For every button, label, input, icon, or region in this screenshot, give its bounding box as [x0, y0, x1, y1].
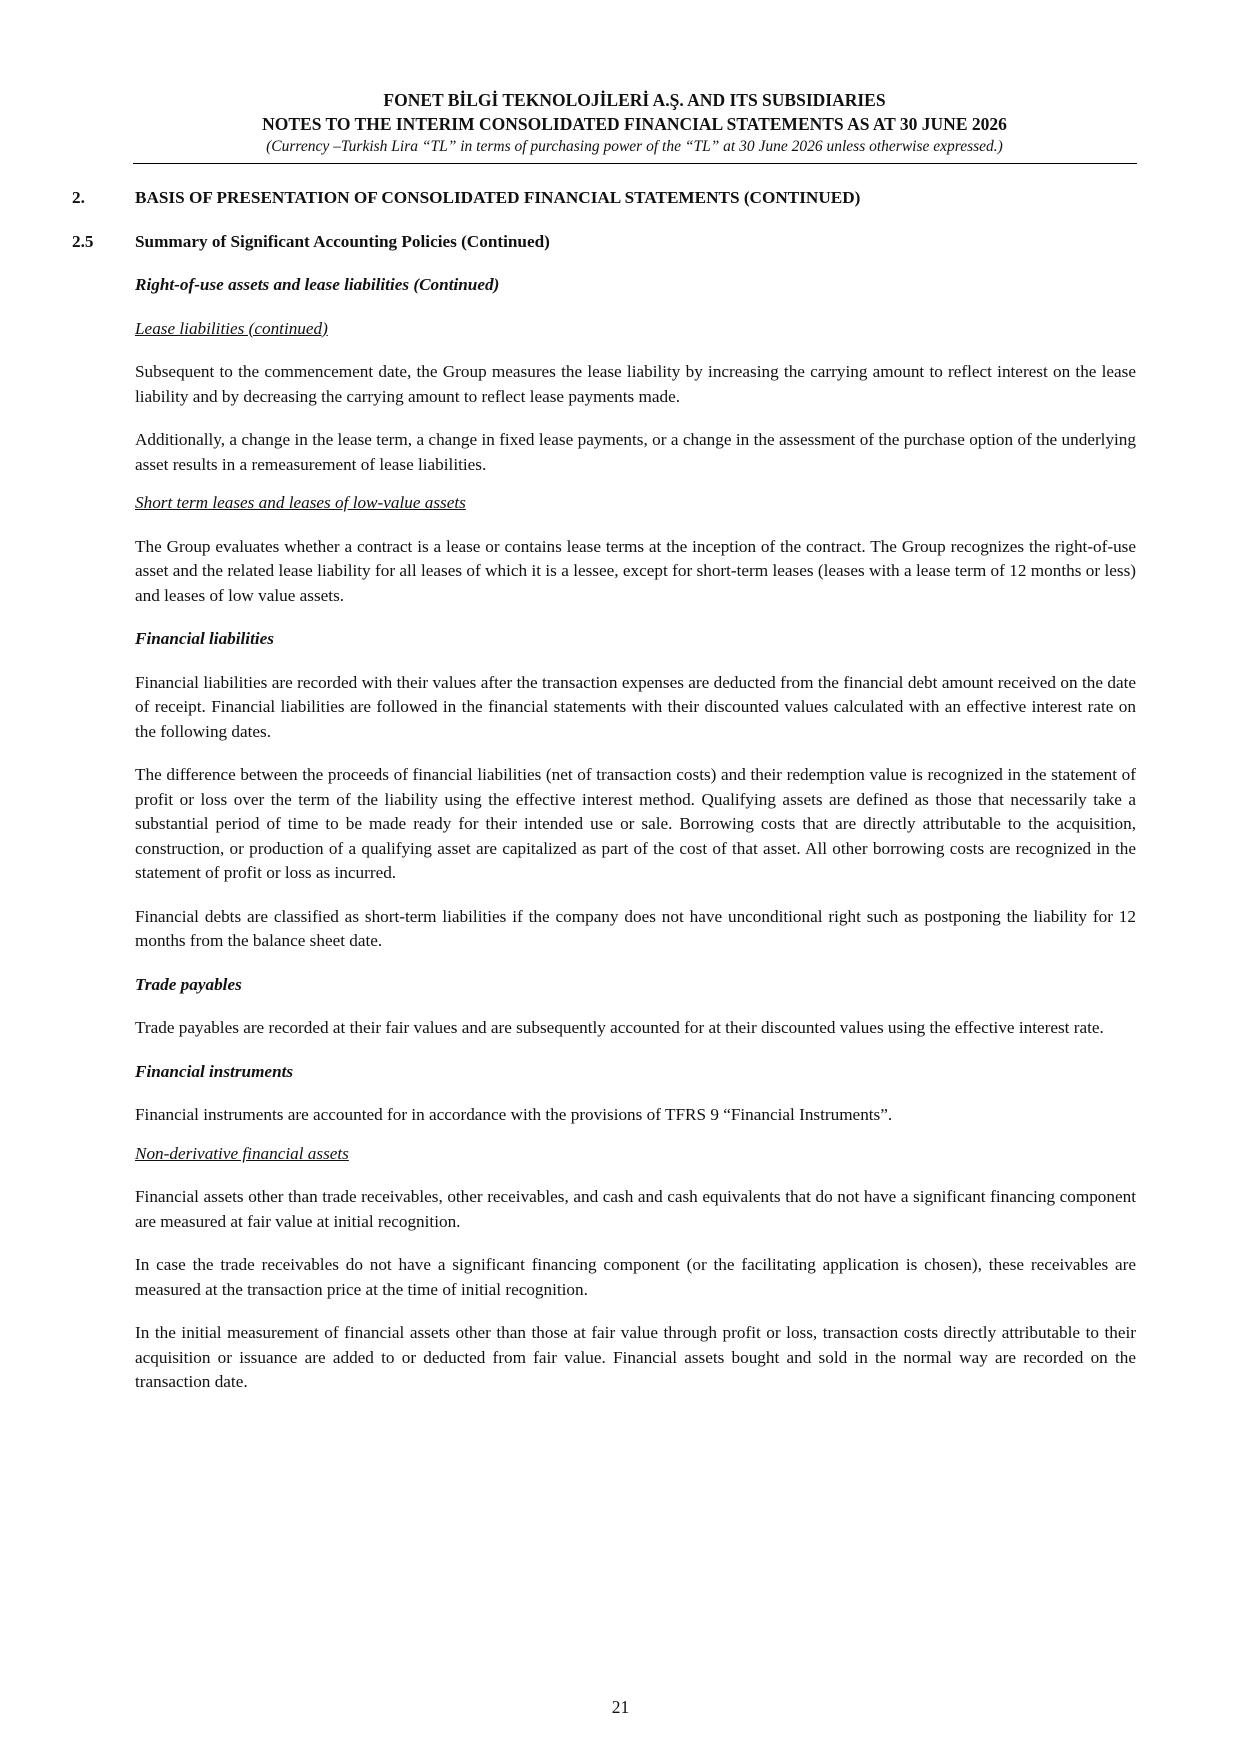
paragraph-11: In the initial measurement of financial assets other than those at fair value through profit or loss, transaction costs directly attributable to their acquisition or issuance are added to or deducted from fair value. Financial assets bought and sold in the normal way are recorded on the transaction date. [135, 1323, 1136, 1391]
page-header [133, 88, 1136, 158]
paragraph-5: The difference between the proceeds of financial liabilities (net of transaction costs) and their redemption value is recognized in the statement of profit or loss over the term of the liability using the effective interest method. Qualifying assets are defined as those that necessarily take a substantial period of time to be made ready for their intended use or sale. Borrowing costs that are directly attributable to the acquisition, construction, or production of a qualifying asset are capitalized as part of the cost of that asset. All other borrowing costs are recognized in the statement of profit or loss as incurred. [135, 765, 1136, 882]
trade-payables-heading: Trade payables [135, 974, 242, 994]
subsection-title: Summary of Significant Accounting Policies (Continued) [135, 231, 550, 251]
section-number: 2. [72, 188, 85, 207]
currency-note: (Currency –Turkish Lira “TL” in terms of purchasing power of the “TL” at 30 June 2026 unless otherwise expressed.) [266, 138, 1003, 155]
company-name: FONET BİLGİ TEKNOLOJİLERİ A.Ş. AND ITS SUBSIDIARIES [383, 90, 886, 110]
paragraph-6: Financial debts are classified as short-term liabilities if the company does not have unconditional right such as postponing the liability for 12 months from the balance sheet date. [135, 906, 1136, 950]
document-title: NOTES TO THE INTERIM CONSOLIDATED FINANCIAL STATEMENTS AS AT 30 JUNE 2026 [262, 114, 1007, 134]
paragraph-7: Trade payables are recorded at their fair values and are subsequently accounted for at their discounted values using the effective interest rate. [135, 1018, 1104, 1037]
non-derivative-heading: Non-derivative financial assets [135, 1143, 349, 1163]
section-title: BASIS OF PRESENTATION OF CONSOLIDATED FINANCIAL STATEMENTS (CONTINUED) [135, 188, 861, 207]
financial-instruments-heading: Financial instruments [135, 1061, 294, 1081]
subsection-number: 2.5 [72, 231, 94, 251]
paragraph-1: Subsequent to the commencement date, the Group measures the lease liability by increasing the carrying amount to reflect interest on the lease liability and by decreasing the carrying amount to reflect lease payments made. [135, 362, 1136, 406]
paragraph-3: The Group evaluates whether a contract is a lease or contains lease terms at the inception of the contract. The Group recognizes the right-of-use asset and the related lease liability for all leases of which it is a lessee, except for short-term leases (leases with a lease term of 12 months or less) and leases of low value assets. [135, 536, 1136, 605]
subsection-heading [72, 230, 1136, 255]
header-rule [133, 163, 1137, 164]
financial-liabilities-heading: Financial liabilities [135, 629, 274, 648]
section-heading [72, 186, 1136, 211]
paragraph-8: Financial instruments are accounted for in accordance with the provisions of TFRS 9 “Financial Instruments”. [135, 1105, 893, 1124]
paragraph-2: Additionally, a change in the lease term, a change in fixed lease payments, or a change in the assessment of the purchase option of the underlying asset results in a remeasurement of lease liabilities. [135, 430, 1136, 474]
rou-heading: Right-of-use assets and lease liabilities (Continued) [135, 275, 500, 294]
page-number: 21 [611, 1697, 630, 1717]
paragraph-9: Financial assets other than trade receivables, other receivables, and cash and cash equivalents that do not have a significant financing component are measured at fair value at initial recognition. [135, 1187, 1136, 1231]
paragraph-10: In case the trade receivables do not have a significant financing component (or the facilitating application is chosen), these receivables are measured at the transaction price at the time of initial recognition. [135, 1255, 1136, 1299]
section-body [135, 273, 1136, 1395]
lease-liabilities-heading: Lease liabilities (continued) [135, 318, 328, 338]
page-content [72, 186, 1136, 1395]
short-term-leases-heading: Short term leases and leases of low-value assets [135, 493, 466, 512]
paragraph-4: Financial liabilities are recorded with their values after the transaction expenses are deducted from the financial debt amount received on the date of receipt. Financial liabilities are followed in the financial statements with their discounted values calculated with an effective interest rate on the following dates. [135, 672, 1136, 741]
